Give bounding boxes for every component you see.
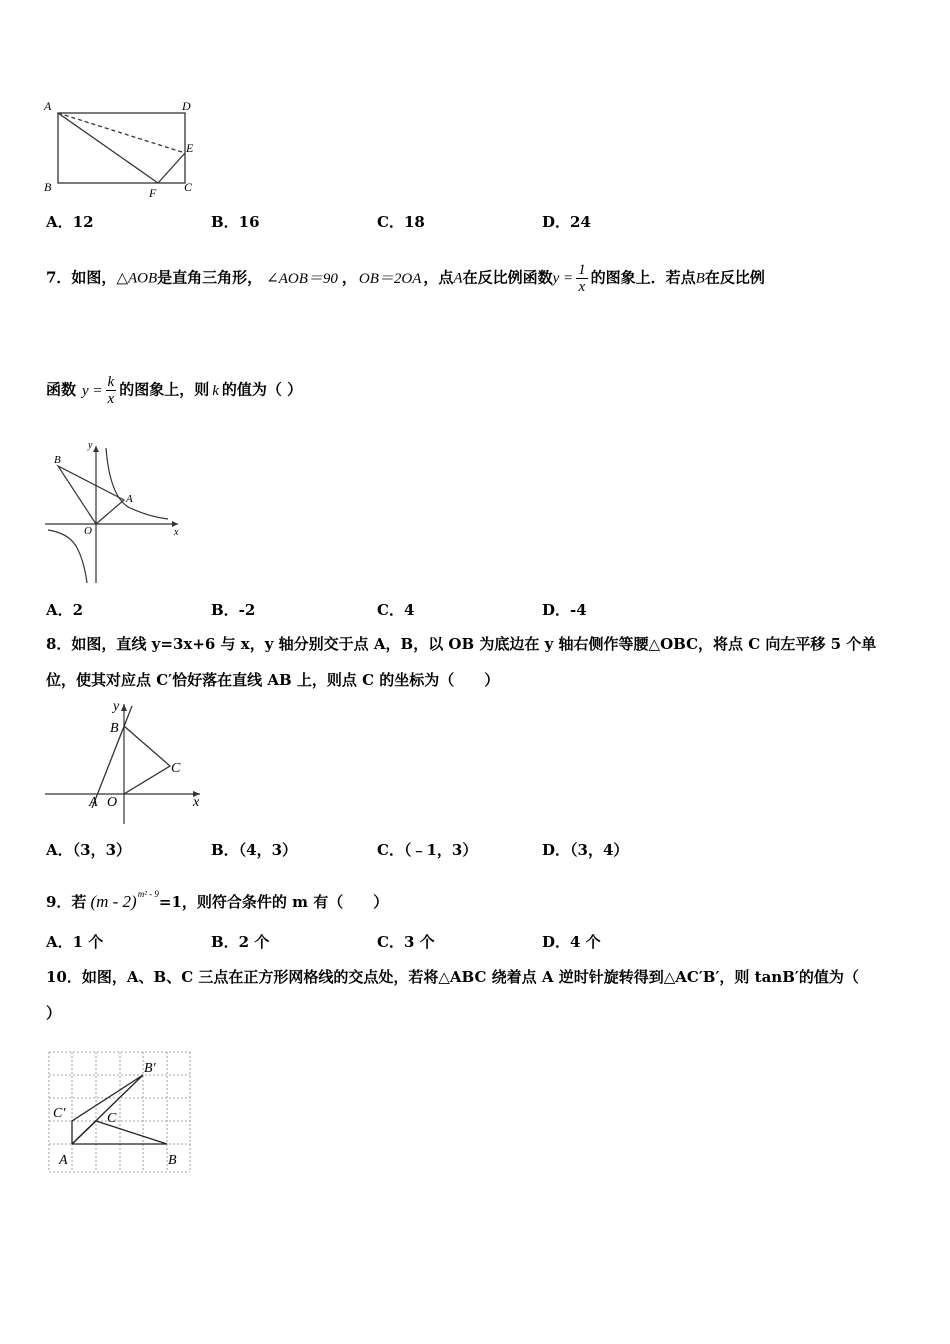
q9-option-b: B．2 个 — [211, 933, 270, 951]
q7-stem-line2: 函数 y = $\frac{k}{x}$ 的图象上，则 k 的值为（ ） — [46, 374, 303, 407]
q8-label-o: O — [107, 795, 118, 810]
q7-option-d: D．-4 — [542, 601, 587, 619]
q7-option-b: B．-2 — [211, 601, 256, 619]
q7-fraction-1: $\frac{1}{x}$ — [578, 262, 586, 295]
q8-label-y: y — [113, 699, 120, 714]
q6-label-e: E — [186, 141, 194, 155]
q6-figure — [40, 95, 210, 205]
q7-option-c: C．4 — [377, 601, 415, 619]
q7-fraction-2: $\frac{k}{x}$ — [107, 374, 115, 407]
q8-label-b: B — [110, 721, 119, 736]
q8-label-a: A — [89, 795, 98, 810]
q10-label-a: A — [59, 1153, 68, 1168]
q8-option-a: A．（3，3） — [46, 841, 132, 859]
q10-figure — [47, 1050, 193, 1175]
q8-stem-line1: 8．如图，直线 y=3x+6 与 x，y 轴分别交于点 A，B，以 OB 为底边在 y 轴右侧作等腰△OBC，将点 C 向左平移 5 个单 — [46, 635, 877, 653]
q10-stem-line2: ） — [46, 1004, 62, 1022]
q10-label-c-prime: C′ — [53, 1106, 66, 1121]
q8-stem-line2: 位，使其对应点 C′恰好落在直线 AB 上，则点 C 的坐标为（ ） — [46, 671, 500, 689]
q8-option-d: D．（3，4） — [542, 841, 629, 859]
q10-label-b: B — [168, 1153, 177, 1168]
q10-label-b-prime: B′ — [144, 1061, 156, 1076]
q10-label-c: C — [107, 1111, 117, 1126]
q7-label-y: y — [88, 440, 93, 451]
q6-label-b: B — [44, 180, 52, 194]
q6-option-b: B．16 — [211, 213, 260, 231]
q8-option-b: B．（4，3） — [211, 841, 298, 859]
q7-option-a: A．2 — [46, 601, 84, 619]
q8-figure — [40, 698, 205, 826]
q9-option-a: A．1 个 — [46, 933, 104, 951]
q9-stem: 9．若 (m - 2)$^{m^2 - 9}$=1，则符合条件的 m 有（ ） — [46, 889, 389, 911]
q6-option-d: D．24 — [542, 213, 591, 231]
q7-figure — [40, 438, 190, 588]
q8-label-c: C — [171, 761, 181, 776]
q7-label-a: A — [126, 493, 133, 505]
q6-option-c: C．18 — [377, 213, 425, 231]
q7-label-x: x — [174, 527, 179, 538]
q10-stem-line1: 10．如图，A、B、C 三点在正方形网格线的交点处，若将△ABC 绕着点 A 逆时针旋转得到△AC′B′，则 tanB′的值为（ — [46, 968, 859, 986]
q7-label-b: B — [54, 454, 61, 466]
q6-option-a: A．12 — [46, 213, 94, 231]
q7-label-o: O — [84, 525, 92, 537]
q8-option-c: C．（﹣1，3） — [377, 841, 478, 859]
q9-option-c: C．3 个 — [377, 933, 435, 951]
q8-label-x: x — [193, 795, 200, 810]
q6-label-f: F — [149, 186, 157, 200]
q6-label-a: A — [44, 99, 52, 113]
q7-stem-line1: 7．如图，△AOB是直角三角形， ∠AOB＝90 ， OB＝2OA ，点A在反比例函数y = $\frac{1}{x}$ 的图象上．若点B在反比例 — [46, 262, 765, 295]
q9-option-d: D．4 个 — [542, 933, 601, 951]
q6-label-d: D — [182, 99, 191, 113]
q6-label-c: C — [184, 180, 193, 194]
